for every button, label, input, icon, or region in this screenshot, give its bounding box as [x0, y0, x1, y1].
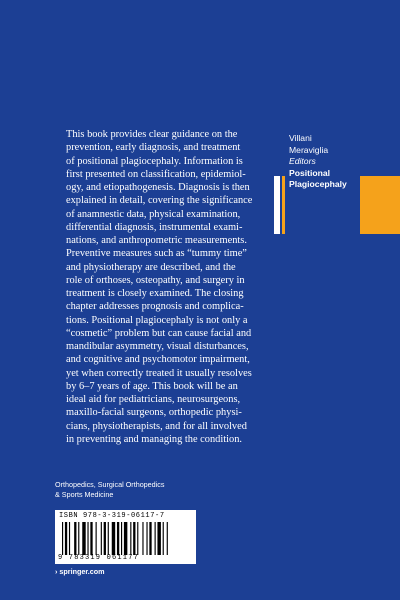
blurb-line: maxillo-facial surgeons, orthopedic physi- [66, 407, 242, 419]
barcode-icon [61, 522, 190, 555]
blurb-line: nations, and anthropometric measurements. [66, 235, 247, 246]
book-title-line: Plagiocephaly [289, 179, 347, 189]
spine-orange-stripe [282, 176, 285, 234]
blurb-line: ogy, and etiopathogenesis. Diagnosis is then [66, 182, 250, 193]
blurb-line: and physiotherapy are described, and the [66, 261, 236, 273]
series-line: & Sports Medicine [55, 489, 114, 499]
blurb-line: “cosmetic” problem but can cause facial and [66, 327, 252, 339]
blurb-line: tions. Positional plagiocephaly is not only a [66, 314, 248, 326]
editors-label: Editors [289, 156, 316, 166]
blurb-line: prevention, early diagnosis, and treatment [66, 142, 241, 154]
blurb-line: mandibular asymmetry, visual disturbances, [66, 341, 249, 352]
orange-accent-block [360, 176, 400, 234]
blurb-line: first presented on classification, epidemiol- [66, 168, 246, 180]
blurb-line: of anamnestic data, physical examination, [66, 208, 241, 220]
publisher-url: › springer.com [55, 567, 105, 576]
spine-title-block [289, 133, 347, 191]
blurb-line: differential diagnosis, instrumental exami- [66, 221, 243, 233]
author-name: Meraviglia [289, 144, 329, 155]
blurb-line: role of orthoses, osteopathy, and surgery in [66, 274, 245, 286]
author-name: Villani [289, 133, 312, 143]
book-title-line: Positional [289, 167, 331, 178]
blurb-line: by 6–7 years of age. This book will be an [66, 380, 238, 392]
blurb-line: chapter addresses prognosis and complica- [66, 301, 244, 313]
blurb-line: and cognitive and psychomotor impairment, [66, 354, 250, 366]
blurb-line: yet when correctly treated it usually resolves [66, 367, 252, 379]
series-line: Orthopedics, Surgical Orthopedics [55, 480, 165, 489]
blurb-line: in preventing and managing the condition. [66, 433, 243, 445]
blurb-line: Preventive measures such as “tummy time” [66, 248, 247, 260]
blurb-line: cians, physiotherapists, and for all involved [66, 420, 247, 432]
blurb-line: explained in detail, covering the significance [66, 195, 253, 207]
isbn-barcode-box [55, 510, 196, 564]
blurb-line: of positional plagiocephaly. Information is [66, 155, 243, 167]
spine-white-stripe [274, 176, 280, 234]
book-description [66, 128, 270, 446]
series-name [55, 480, 164, 500]
isbn-label: ISBN 978-3-319-06117-7 [59, 512, 165, 520]
blurb-line: This book provides clear guidance on the [66, 129, 238, 140]
blurb-line: treatment is closely examined. The closing [66, 288, 244, 299]
barcode-digits: 9 783319 061177 [58, 554, 140, 562]
blurb-line: ideal aid for pediatricians, neurosurgeons, [66, 394, 241, 405]
